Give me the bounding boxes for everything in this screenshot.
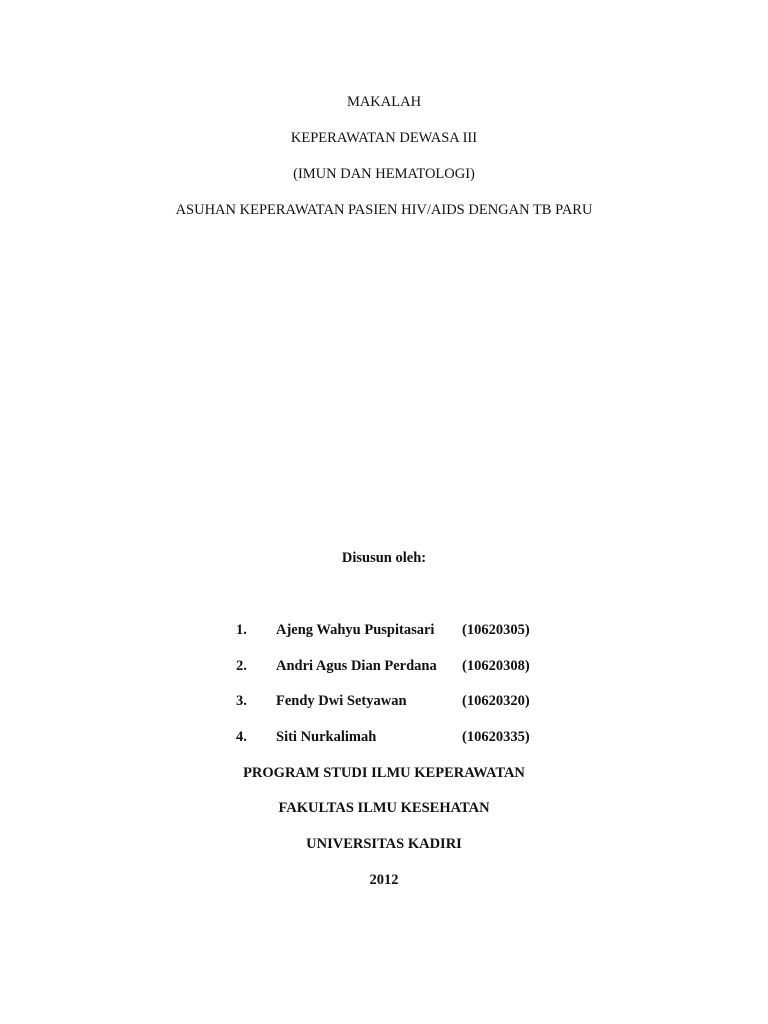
author-name: Fendy Dwi Setyawan — [276, 693, 407, 709]
author-row — [0, 728, 768, 746]
author-number: 2. — [236, 658, 247, 674]
author-name: Ajeng Wahyu Puspitasari — [276, 622, 435, 638]
course-name: KEPERAWATAN DEWASA III — [290, 130, 478, 146]
author-name: Siti Nurkalimah — [276, 729, 377, 745]
author-student-id: (10620335) — [462, 729, 530, 745]
course-subtitle: (IMUN DAN HEMATOLOGI) — [293, 166, 475, 182]
author-name: Andri Agus Dian Perdana — [276, 658, 437, 674]
document-year: 2012 — [369, 872, 399, 888]
author-student-id: (10620320) — [462, 693, 530, 709]
study-program: PROGRAM STUDI ILMU KEPERAWATAN — [243, 765, 525, 781]
author-number: 1. — [236, 622, 247, 638]
document-title: ASUHAN KEPERAWATAN PASIEN HIV/AIDS DENGAN TB PARU — [175, 202, 593, 218]
author-number: 4. — [236, 729, 247, 745]
university-name: UNIVERSITAS KADIRI — [306, 836, 462, 852]
faculty-name: FAKULTAS ILMU KESEHATAN — [278, 800, 490, 816]
author-number: 3. — [236, 693, 247, 709]
author-student-id: (10620305) — [462, 622, 530, 638]
author-row — [0, 657, 768, 675]
author-row — [0, 692, 768, 710]
author-row — [0, 621, 768, 639]
author-student-id: (10620308) — [462, 658, 530, 674]
authors-label: Disusun oleh: — [341, 550, 427, 566]
document-type: MAKALAH — [346, 94, 422, 110]
